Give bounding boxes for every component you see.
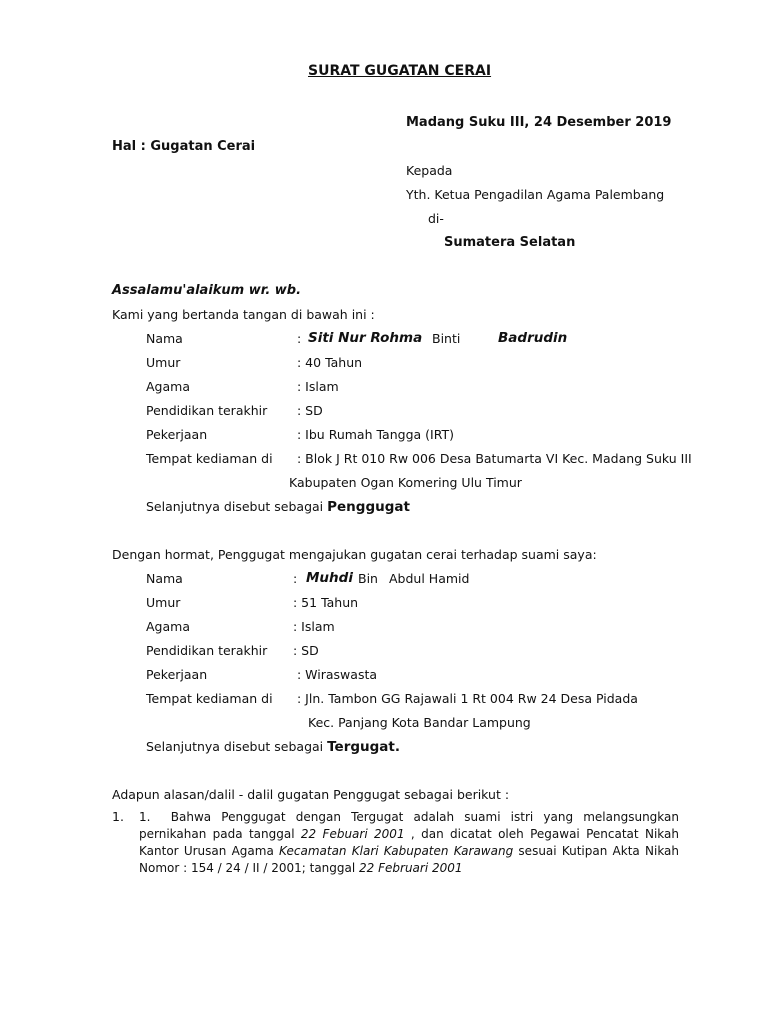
defendant-designation-value: Tergugat. — [327, 739, 400, 755]
intro-text: Kami yang bertanda tangan di bawah ini : — [112, 307, 375, 322]
place-date: Madang Suku III, 24 Desember 2019 — [406, 115, 672, 130]
defendant-nama-value: Muhdi — [306, 570, 353, 586]
plaintiff-pekerjaan-label: Pekerjaan — [146, 427, 208, 442]
plaintiff-umur-label: Umur — [146, 355, 181, 370]
reason-text-2: , dan dicatat oleh Pegawai Pencatat Nikah Kantor Urusan Agama — [139, 827, 679, 858]
defendant-pekerjaan-label: Pekerjaan — [146, 667, 208, 682]
defendant-pendidikan-label: Pendidikan terakhir — [146, 643, 268, 658]
plaintiff-agama-value: : Islam — [297, 379, 339, 394]
defendant-nama-colon: : — [293, 571, 298, 586]
reason-date-2: 22 Februari 2001 — [359, 861, 463, 875]
defendant-tempat-value-cont: Kec. Panjang Kota Bandar Lampung — [308, 715, 531, 730]
plaintiff-agama-label: Agama — [146, 379, 190, 394]
plaintiff-pendidikan-value: : SD — [297, 403, 323, 418]
subject-line: Hal : Gugatan Cerai — [112, 139, 256, 154]
reason-date-1: 22 Febuari 2001 — [300, 827, 405, 841]
defendant-umur-label: Umur — [146, 595, 181, 610]
defendant-designation-prefix: Selanjutnya disebut sebagai — [146, 739, 324, 754]
defendant-bin-value: Abdul Hamid — [389, 571, 470, 586]
defendant-nama-label: Nama — [146, 571, 183, 586]
plaintiff-nama-colon: : — [297, 331, 302, 346]
plaintiff-pendidikan-label: Pendidikan terakhir — [146, 403, 268, 418]
defendant-designation — [146, 739, 400, 755]
plaintiff-nama-value: Siti Nur Rohma — [308, 330, 423, 346]
recipient-region: Sumatera Selatan — [444, 235, 576, 250]
plaintiff-binti-label: Binti — [432, 331, 461, 346]
plaintiff-designation-prefix: Selanjutnya disebut sebagai — [146, 499, 324, 514]
recipient-to: Yth. Ketua Pengadilan Agama Palembang — [406, 187, 665, 202]
reason-text-1: Bahwa Penggugat dengan Tergugat adalah suami istri yang melangsungkan pernikahan pada tanggal — [139, 810, 679, 841]
reason-inner-number: 1. — [139, 810, 151, 824]
plaintiff-designation-value: Penggugat — [327, 499, 410, 515]
defendant-tempat-label: Tempat kediaman di — [146, 691, 273, 706]
plaintiff-umur-value: : 40 Tahun — [297, 355, 363, 370]
plaintiff-pekerjaan-value: : Ibu Rumah Tangga (IRT) — [297, 427, 454, 442]
reasons-intro: Adapun alasan/dalil - dalil gugatan Penggugat sebagai berikut : — [112, 787, 510, 802]
defendant-pekerjaan-value: : Wiraswasta — [297, 667, 378, 682]
reason-location: Kecamatan Klari Kabupaten Karawang — [279, 844, 514, 858]
hormat-text: Dengan hormat, Penggugat mengajukan gugatan cerai terhadap suami saya: — [112, 547, 597, 562]
greeting: Assalamu'alaikum wr. wb. — [112, 283, 302, 298]
defendant-agama-label: Agama — [146, 619, 190, 634]
plaintiff-tempat-value: : Blok J Rt 010 Rw 006 Desa Batumarta VI Kec. Madang Suku III — [297, 451, 692, 466]
plaintiff-nama-label: Nama — [146, 331, 183, 346]
defendant-agama-value: : Islam — [293, 619, 335, 634]
plaintiff-binti-value: Badrudin — [498, 330, 568, 346]
recipient-di: di- — [428, 211, 444, 226]
letter-title: SURAT GUGATAN CERAI — [308, 63, 492, 79]
defendant-pendidikan-value: : SD — [293, 643, 319, 658]
defendant-tempat-value: : Jln. Tambon GG Rajawali 1 Rt 004 Rw 24 Desa Pidada — [297, 691, 638, 706]
reason-outer-number: 1. — [112, 809, 124, 824]
defendant-bin-label: Bin — [358, 571, 378, 586]
recipient-kepada: Kepada — [406, 163, 453, 178]
plaintiff-designation — [146, 499, 410, 515]
plaintiff-tempat-label: Tempat kediaman di — [146, 451, 273, 466]
defendant-umur-value: : 51 Tahun — [293, 595, 359, 610]
reason-1-paragraph — [139, 809, 679, 877]
plaintiff-tempat-value-cont: Kabupaten Ogan Komering Ulu Timur — [289, 475, 522, 490]
reason-text-3: sesuai Kutipan Akta Nikah Nomor : 154 / 24 / II / 2001; tanggal — [139, 844, 680, 875]
